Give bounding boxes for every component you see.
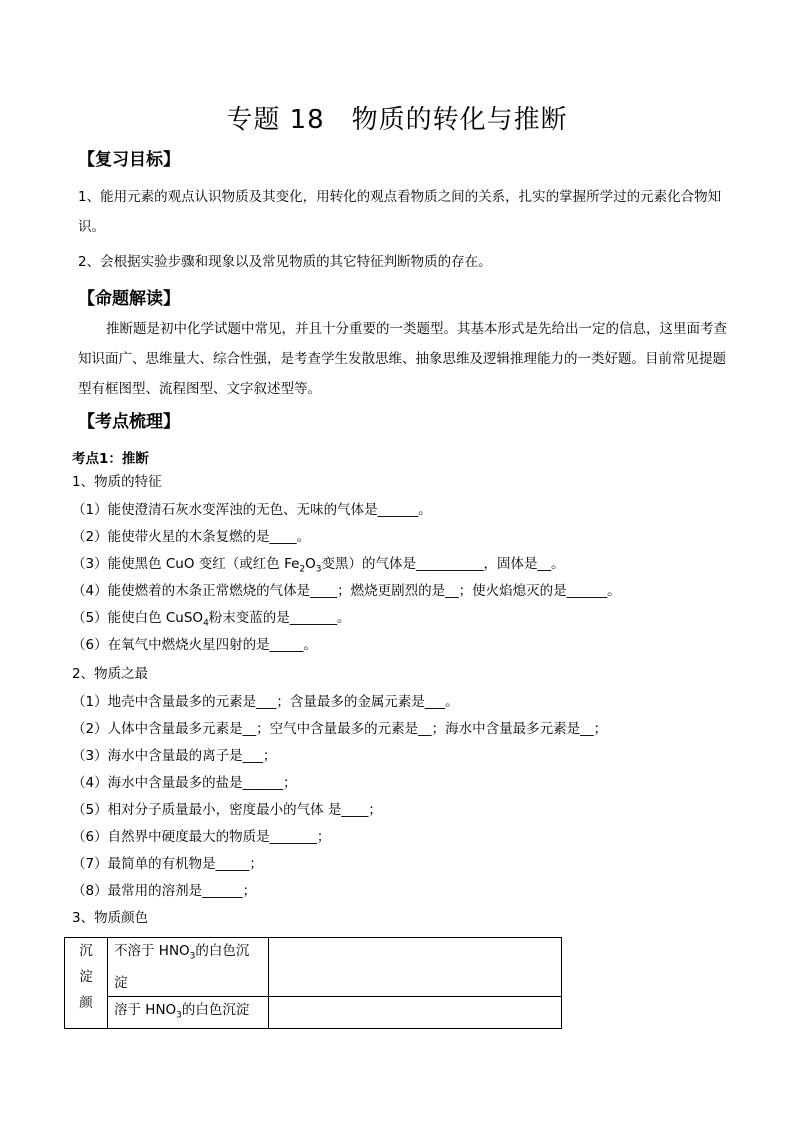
table-answer-1 — [269, 938, 562, 997]
table-row-label: 沉 淀 颜 — [65, 938, 108, 1029]
points-heading: 【考点梳理】 — [78, 412, 180, 432]
table-answer-2 — [269, 996, 562, 1029]
feature-6: （6）在氧气中燃烧火星四射的是_____。 — [72, 637, 317, 653]
page-title: 专题 18 物质的转化与推断 — [226, 105, 568, 135]
goal-1: 1、能用元素的观点认识物质及其变化，用转化的观点看物质之间的关系，扎实的掌握所学过的元素化合物知识。 — [78, 189, 722, 235]
feature-4: （4）能使燃着的木条正常燃烧的气体是____；燃烧更剧烈的是__；使火焰熄灭的是______。 — [72, 583, 621, 599]
extreme-8: （8）最常用的溶剂是______； — [72, 883, 257, 899]
table-cell-soluble: 溶于 $HNO_3$的白色沉淀 — [108, 996, 269, 1029]
feature-3: （3）能使黑色 CuO 变红（或红色 $Fe_2O_3$变黑）的气体是__________，固体是__。 — [72, 556, 565, 575]
goal-2: 2、会根据实验步骤和现象以及常见物质的其它特征判断物质的存在。 — [78, 254, 492, 270]
reading-heading: 【命题解读】 — [78, 289, 180, 309]
features-heading: 1、物质的特征 — [72, 474, 162, 490]
extreme-6: （6）自然界中硬度最大的物质是_______； — [72, 829, 331, 845]
extreme-7: （7）最简单的有机物是_____； — [72, 856, 263, 872]
extreme-4: （4）海水中含量最多的盐是______； — [72, 775, 297, 791]
table-cell-insoluble: 不溶于 $HNO_3$的白色沉淀 — [108, 938, 269, 997]
feature-1: （1）能使澄清石灰水变浑浊的无色、无味的气体是______。 — [72, 502, 432, 518]
extreme-1: （1）地壳中含量最多的元素是___；含量最多的金属元素是___。 — [72, 694, 459, 710]
color-table — [64, 937, 562, 1029]
goals-heading: 【复习目标】 — [78, 150, 180, 170]
feature-5: （5）能使白色 CuSO$_4$粉末变蓝的是_______。 — [72, 610, 351, 629]
colors-heading: 3、物质颜色 — [72, 910, 149, 926]
extreme-5: （5）相对分子质量最小，密度最小的气体 是____； — [72, 802, 382, 818]
reading-text: 推断题是初中化学试题中常见，并且十分重要的一类题型。其基本形式是先给出一定的信息，这里面考查知识面广、思维量大、综合性强，是考查学生发散思维、抽象思维及逻辑推理能力的一类好题。目前常见提题型有框图型、流程图型、文字叙述型等。 — [78, 321, 727, 397]
extreme-3: （3）海水中含量最的离子是___； — [72, 748, 277, 764]
feature-2: （2）能使带火星的木条复燃的是____。 — [72, 529, 311, 545]
point1-heading: 考点1：推断 — [72, 451, 149, 467]
extreme-2: （2）人体中含量最多元素是__；空气中含量最多的元素是__；海水中含量最多元素是__； — [72, 721, 608, 737]
extremes-heading: 2、物质之最 — [72, 666, 149, 682]
